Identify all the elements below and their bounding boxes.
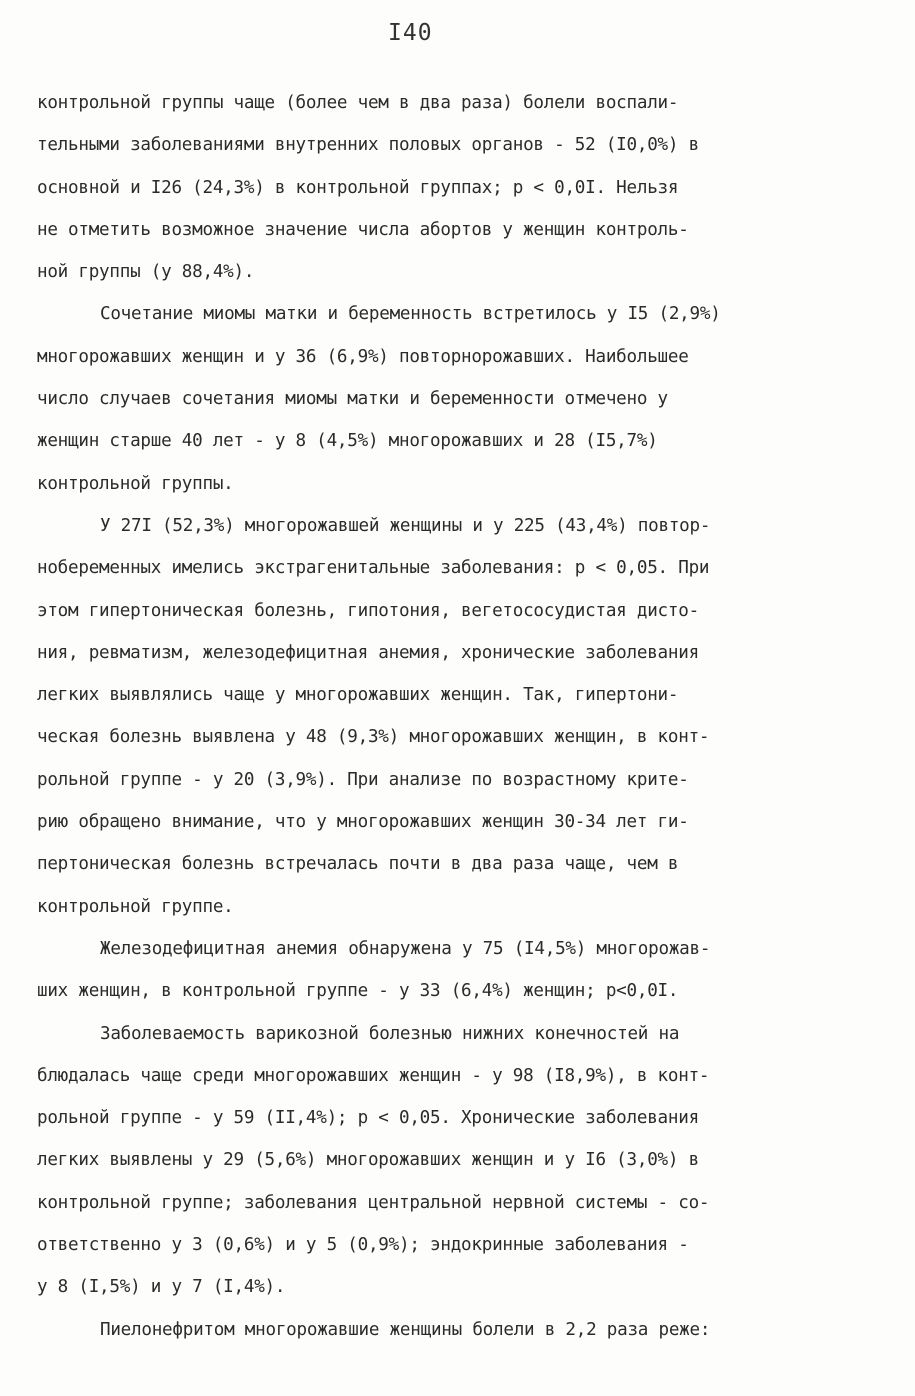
text-line: ной группы (у 88,4%). [37, 262, 255, 283]
text-line: ших женщин, в контрольной группе - у 33 (6,4%) женщин; р<0,0I. [37, 981, 679, 1002]
text-line: рольной группе - у 59 (II,4%); р < 0,05. Хронические заболевания [37, 1108, 699, 1129]
text-line: Железодефицитная анемия обнаружена у 75 (I4,5%) многорожав- [100, 938, 711, 959]
body-text [37, 86, 887, 1355]
text-line: ческая болезнь выявлена у 48 (9,3%) многорожавших женщин, в конт- [37, 727, 710, 748]
text-line: рию обращено внимание, что у многорожавших женщин 30-34 лет ги- [37, 812, 689, 833]
text-line: рольной группе - у 20 (3,9%). При анализе по возрастному крите- [37, 769, 689, 790]
text-line: женщин старше 40 лет - у 8 (4,5%) многорожавших и 28 (I5,7%) [37, 431, 658, 452]
text-line: этом гипертоническая болезнь, гипотония, вегетососудистая дисто- [37, 600, 699, 621]
text-line: Сочетание миомы матки и беременность встретилось у I5 (2,9%) [100, 304, 721, 325]
text-line: тельными заболеваниями внутренних половых органов - 52 (I0,0%) в [37, 135, 699, 156]
text-line: ния, ревматизм, железодефицитная анемия, хронические заболевания [37, 642, 699, 663]
text-line: число случаев сочетания миомы матки и беременности отмечено у [37, 389, 668, 410]
text-line: блюдалась чаще среди многорожавших женщин - у 98 (I8,9%), в конт- [37, 1065, 710, 1086]
text-line: У 27I (52,3%) многорожавшей женщины и у 225 (43,4%) повтор- [100, 515, 711, 536]
text-line: контрольной группе. [37, 896, 234, 917]
text-line: контрольной группы чаще (более чем в два раза) болели воспали- [37, 93, 679, 113]
text-line: не отметить возможное значение числа абортов у женщин контроль- [37, 219, 689, 240]
page-number: I40 [388, 20, 433, 46]
text-line: у 8 (I,5%) и у 7 (I,4%). [37, 1277, 286, 1298]
text-line: ответственно у 3 (0,6%) и у 5 (0,9%); эндокринные заболевания - [37, 1235, 689, 1256]
text-line: нобеременных имелись экстрагенитальные заболевания: р < 0,05. При [37, 558, 710, 579]
text-line: контрольной группы. [37, 473, 234, 494]
text-line: пертоническая болезнь встречалась почти в два раза чаще, чем в [37, 854, 679, 875]
text-line: многорожавших женщин и у 36 (6,9%) повторнорожавших. Наибольшее [37, 346, 689, 367]
text-line: основной и I26 (24,3%) в контрольной группах; р < 0,0I. Нельзя [37, 177, 679, 198]
text-line: Заболеваемость варикозной болезнью нижних конечностей на [100, 1023, 680, 1044]
text-line: легких выявлены у 29 (5,6%) многорожавших женщин и у I6 (3,0%) в [37, 1150, 699, 1171]
text-line: Пиелонефритом многорожавшие женщины болели в 2,2 раза реже: [100, 1319, 711, 1340]
text-line: легких выявлялись чаще у многорожавших женщин. Так, гипертони- [37, 685, 679, 706]
text-line: контрольной группе; заболевания центральной нервной системы - со- [37, 1192, 710, 1213]
